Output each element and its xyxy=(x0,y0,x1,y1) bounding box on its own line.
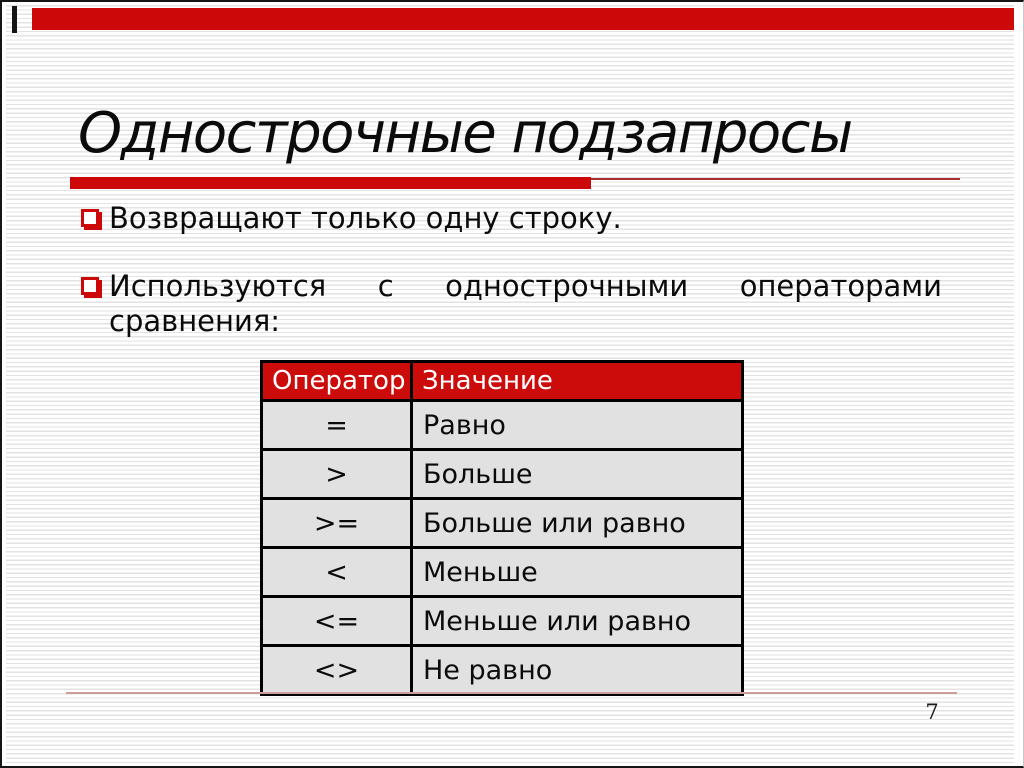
value-cell: Меньше или равно xyxy=(412,597,743,646)
table-row xyxy=(262,548,743,597)
table-header-row xyxy=(262,362,743,401)
table-row xyxy=(262,450,743,499)
value-column-header: Значение xyxy=(412,362,743,401)
justified-word: операторами xyxy=(739,269,942,303)
value-cell: Не равно xyxy=(412,646,743,695)
justified-word: с xyxy=(377,269,394,303)
top-left-accent-tick xyxy=(12,6,17,33)
table-row xyxy=(262,401,743,450)
operator-column-header: Оператор xyxy=(262,362,412,401)
operator-cell: <= xyxy=(262,597,412,646)
operator-cell: = xyxy=(262,401,412,450)
operator-cell: > xyxy=(262,450,412,499)
justified-word: Используются xyxy=(109,269,327,303)
value-cell: Равно xyxy=(412,401,743,450)
slide-title: Однострочные подзапросы xyxy=(78,101,852,166)
table-row xyxy=(262,597,743,646)
justified-word: однострочными xyxy=(445,269,689,303)
table-row xyxy=(262,499,743,548)
title-underline-thin-line xyxy=(591,178,960,180)
bullet-text-used-with-operators-line2: сравнения: xyxy=(109,304,281,338)
value-cell: Больше или равно xyxy=(412,499,743,548)
operator-cell: >= xyxy=(262,499,412,548)
value-cell: Меньше xyxy=(412,548,743,597)
top-red-bar xyxy=(32,8,1014,30)
comparison-operators-table xyxy=(260,360,744,696)
page-number: 7 xyxy=(925,700,939,724)
bullet-text-used-with-operators-line1 xyxy=(109,269,942,303)
bullet-square-icon xyxy=(81,209,99,227)
operator-cell: <> xyxy=(262,646,412,695)
bullet-text-returns-one-row: Возвращают только одну строку. xyxy=(109,201,622,235)
operator-cell: < xyxy=(262,548,412,597)
table-row xyxy=(262,646,743,695)
title-underline-bar xyxy=(70,177,591,189)
value-cell: Больше xyxy=(412,450,743,499)
bullet-square-icon xyxy=(81,277,99,295)
footer-divider-line xyxy=(66,692,957,694)
